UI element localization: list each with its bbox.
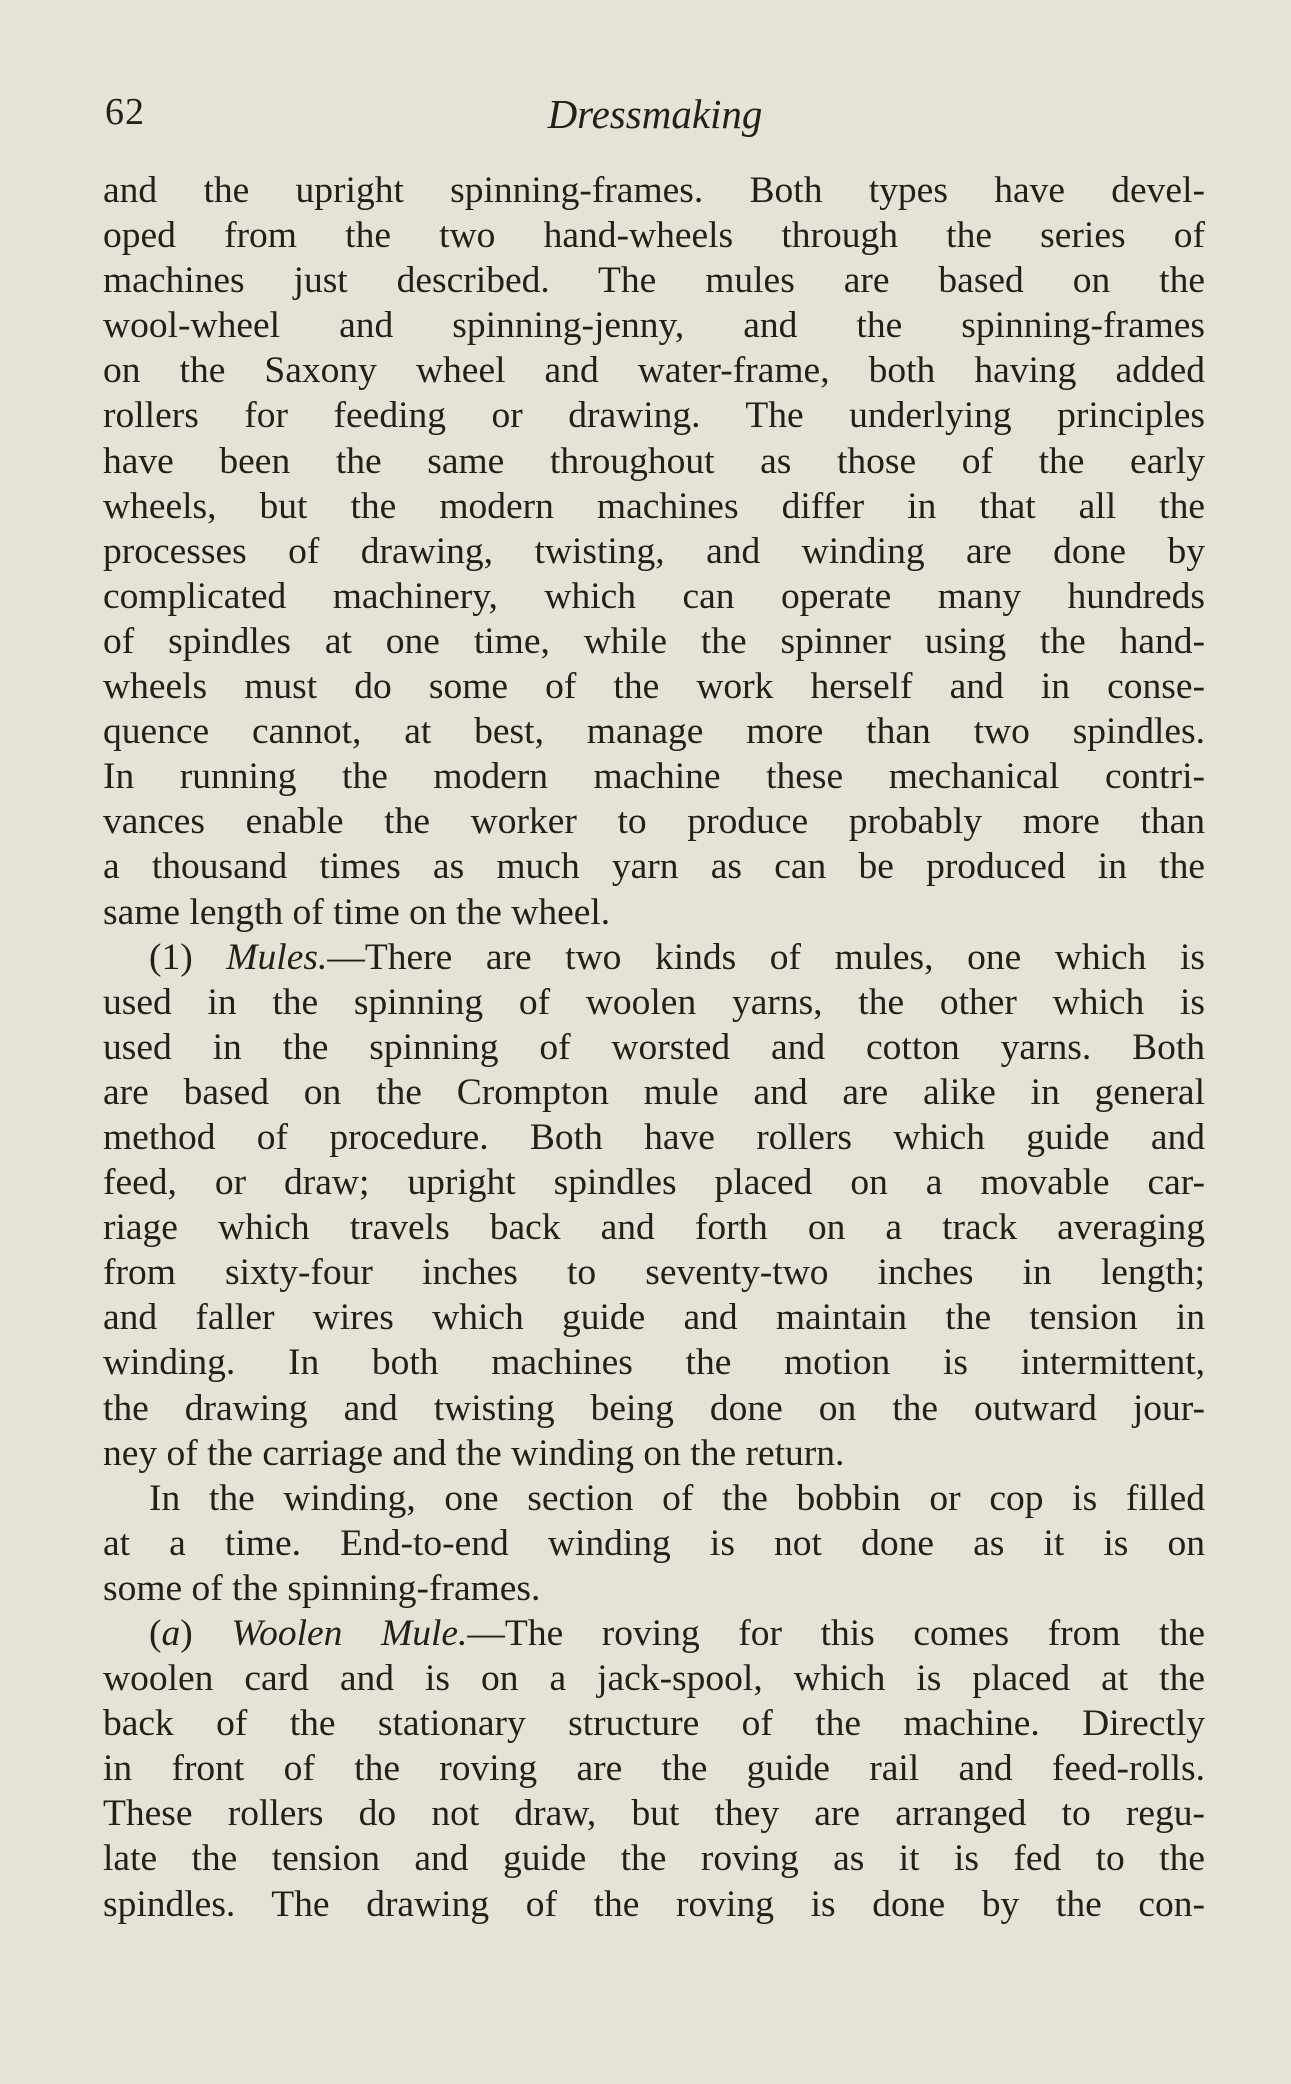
text-line: on the Saxony wheel and water-frame, both having added [103, 350, 1205, 392]
subsection-heading: Woolen Mule. [231, 1613, 468, 1654]
text-line: have been the same throughout as those of the early [103, 440, 1205, 482]
page-header [105, 90, 1205, 150]
lead-text: —There are two kinds of mules, one which is [327, 936, 1205, 978]
text-line: in front of the roving are the guide rail and feed-rolls. [103, 1748, 1205, 1790]
paragraph-mules [103, 935, 1205, 1476]
text-line: back of the stationary structure of the machine. Directly [103, 1703, 1205, 1745]
paragraph-woolen-mule [103, 1611, 1205, 1927]
text-line: wheels, but the modern machines differ in that all the [103, 485, 1205, 527]
text-line: and the upright spinning-frames. Both types have devel- [103, 170, 1205, 211]
text-line: spindles. The drawing of the roving is done by the con- [103, 1883, 1205, 1925]
text-line: used in the spinning of woolen yarns, the other which is [103, 981, 1205, 1023]
lead-text: —The roving for this comes from the [467, 1613, 1205, 1654]
text-line-lead [103, 935, 1205, 980]
text-line: quence cannot, at best, manage more than two spindles. [103, 711, 1205, 753]
subsection-open-paren: ( [149, 1613, 162, 1654]
text-line: wool-wheel and spinning-jenny, and the spinning-frames [103, 305, 1205, 347]
text-line: processes of drawing, twisting, and winding are done by [103, 530, 1205, 572]
text-line: ney of the carriage and the winding on the return. [103, 1432, 845, 1474]
text-line: oped from the two hand-wheels through the series of [103, 215, 1205, 257]
text-line: same length of time on the wheel. [103, 891, 611, 933]
text-line: riage which travels back and forth on a track averaging [103, 1207, 1205, 1249]
running-title: Dressmaking [547, 91, 763, 137]
subsection-letter: a [161, 1613, 181, 1654]
text-line: some of the spinning-frames. [103, 1567, 541, 1609]
body-text [103, 168, 1205, 1927]
text-line: In running the modern machine these mechanical contri- [103, 756, 1205, 798]
paragraph-spinning-frames [103, 168, 1205, 935]
text-line: winding. In both machines the motion is intermittent, [103, 1342, 1205, 1384]
text-line: the drawing and twisting being done on the outward jour- [103, 1387, 1205, 1429]
text-line: woolen card and is on a jack-spool, which is placed at the [103, 1658, 1205, 1700]
text-line: from sixty-four inches to seventy-two inches in length; [103, 1252, 1205, 1294]
text-line: of spindles at one time, while the spinner using the hand- [103, 620, 1205, 662]
text-line: machines just described. The mules are based on the [103, 260, 1205, 302]
text-line-lead [103, 1611, 1205, 1656]
text-line: rollers for feeding or drawing. The underlying principles [103, 395, 1205, 437]
text-line: complicated machinery, which can operate many hundreds [103, 575, 1205, 617]
paragraph-winding [103, 1476, 1205, 1611]
text-line: In the winding, one section of the bobbin or cop is filled [149, 1477, 1205, 1519]
page-number: 62 [105, 91, 145, 133]
text-line: These rollers do not draw, but they are arranged to regu- [103, 1793, 1205, 1835]
text-line: and faller wires which guide and maintain the tension in [103, 1297, 1205, 1339]
section-heading: Mules. [226, 936, 328, 978]
text-line: vances enable the worker to produce probably more than [103, 801, 1205, 843]
text-line: method of procedure. Both have rollers which guide and [103, 1116, 1205, 1158]
text-line: late the tension and guide the roving as it is fed to the [103, 1838, 1205, 1880]
section-number: (1) [149, 936, 227, 978]
text-line: are based on the Crompton mule and are alike in general [103, 1071, 1205, 1113]
text-line: a thousand times as much yarn as can be produced in the [103, 846, 1205, 888]
text-line: at a time. End-to-end winding is not done as it is on [103, 1522, 1205, 1564]
text-line: wheels must do some of the work herself and in conse- [103, 666, 1205, 708]
text-line: feed, or draw; upright spindles placed on a movable car- [103, 1162, 1205, 1204]
subsection-close-paren: ) [180, 1613, 232, 1654]
text-line: used in the spinning of worsted and cotton yarns. Both [103, 1026, 1205, 1068]
